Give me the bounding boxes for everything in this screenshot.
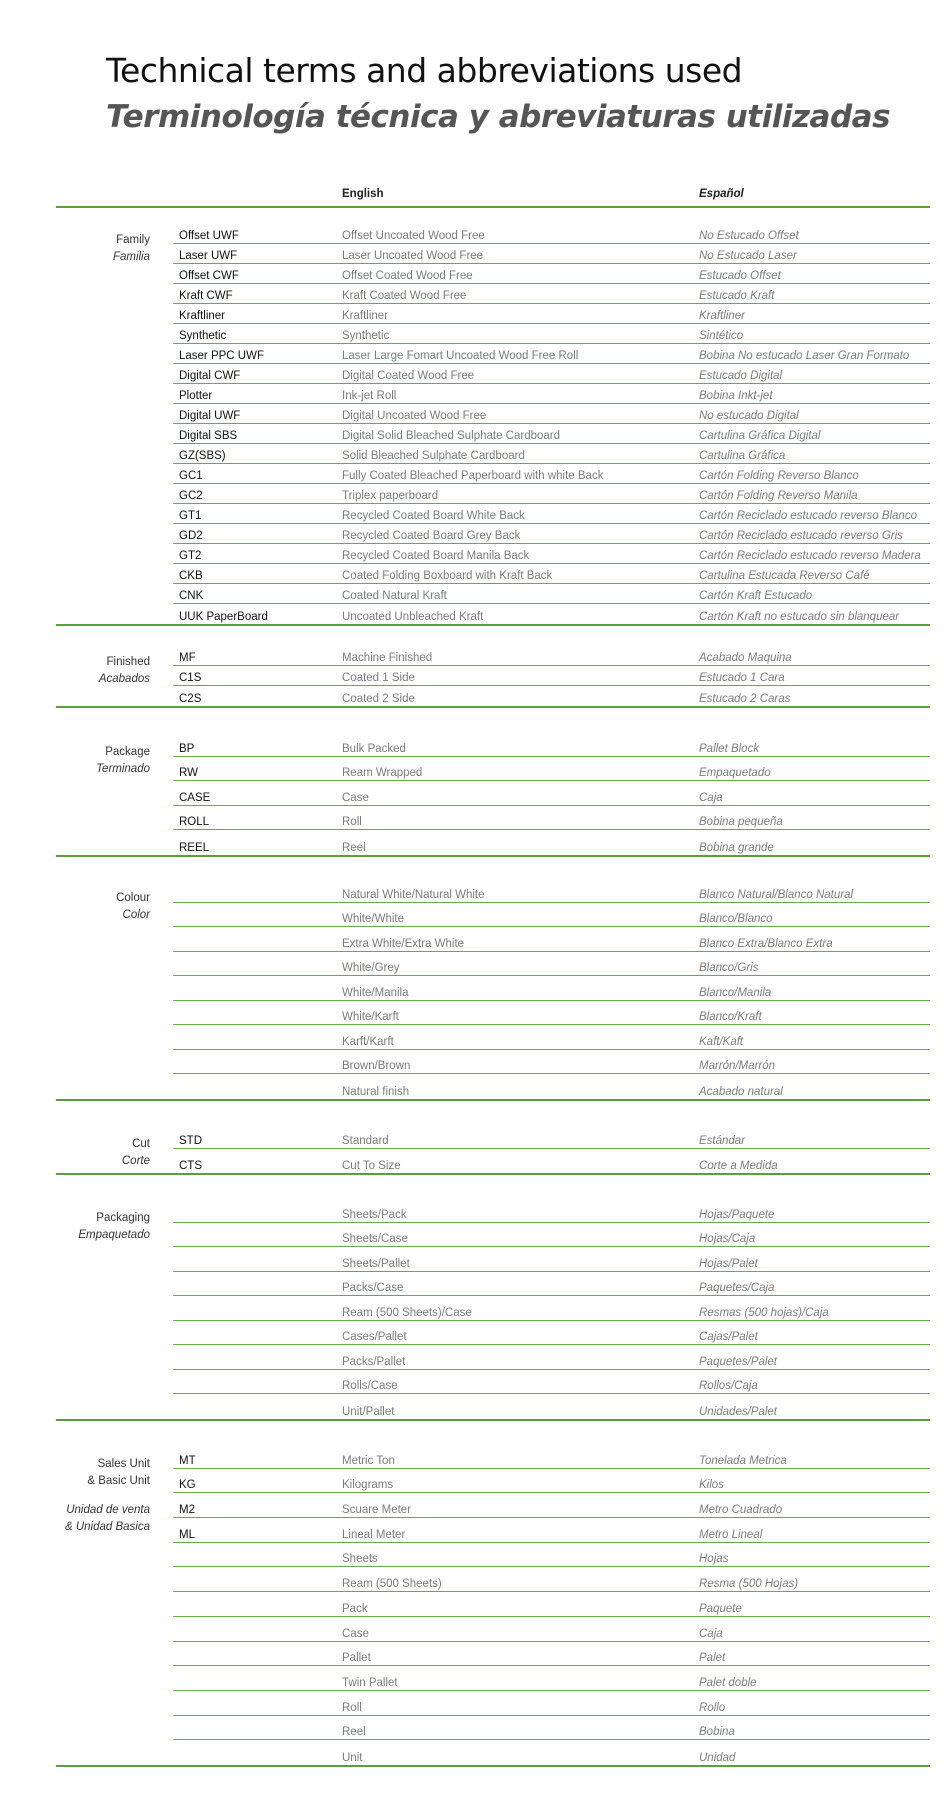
english-cell: Lineal Meter xyxy=(342,1528,406,1541)
table-row xyxy=(173,830,930,855)
english-cell: Coated Folding Boxboard with Kraft Back xyxy=(342,570,553,582)
table-row xyxy=(173,404,930,424)
spanish-cell: Bobina Inkt-jet xyxy=(699,390,773,402)
spanish-cell: Cartulina Gráfica Digital xyxy=(699,430,821,442)
page-title: Technical terms and abbreviations used xyxy=(106,51,743,90)
table-row xyxy=(173,666,930,686)
spanish-cell: Empaquetado xyxy=(699,767,771,779)
section-label-spanish-line2: & Unidad Basica xyxy=(64,1521,150,1533)
section-label-english: Family xyxy=(116,234,150,246)
table-row xyxy=(173,1543,930,1568)
table-row xyxy=(173,686,930,706)
spanish-cell: Bobina grande xyxy=(699,841,774,854)
spanish-cell: Estucado Offset xyxy=(699,270,781,282)
section-rows xyxy=(173,878,930,1099)
abbreviation-cell: STD xyxy=(179,1134,202,1147)
table-row xyxy=(173,504,930,524)
spanish-cell: Blanco Natural/Blanco Natural xyxy=(699,888,854,901)
spanish-cell: Bobina No estucado Laser Gran Formato xyxy=(699,350,910,362)
english-cell: Scuare Meter xyxy=(342,1504,412,1517)
english-cell: Offset Coated Wood Free xyxy=(342,270,473,282)
english-cell: Case xyxy=(342,1627,369,1640)
abbreviation-cell: MT xyxy=(179,1454,196,1467)
section-label xyxy=(99,654,150,688)
english-cell: White/Grey xyxy=(342,962,400,974)
spanish-cell: Estucado Kraft xyxy=(699,290,775,302)
english-cell: Laser Large Fomart Uncoated Wood Free Roll xyxy=(342,350,579,362)
table-row xyxy=(173,646,930,666)
spanish-cell: Metro Cuadrado xyxy=(699,1504,783,1517)
english-cell: Unit xyxy=(342,1751,363,1764)
section-label-english: Cut xyxy=(132,1138,150,1150)
abbreviation-cell: Kraftliner xyxy=(179,310,226,322)
abbreviation-cell: CTS xyxy=(179,1160,202,1172)
header-divider xyxy=(56,206,930,208)
english-cell: Unit/Pallet xyxy=(342,1405,395,1418)
spanish-cell: Cartón Reciclado estucado reverso Gris xyxy=(699,530,903,542)
english-cell: Cut To Size xyxy=(342,1160,401,1172)
english-cell: Kilograms xyxy=(342,1479,394,1492)
english-cell: Recycled Coated Board Manila Back xyxy=(342,550,530,562)
abbreviation-cell: GT2 xyxy=(179,550,202,562)
table-row xyxy=(173,1272,930,1297)
section-label-spanish: Familia xyxy=(112,251,150,263)
abbreviation-cell: CASE xyxy=(179,791,211,804)
abbreviation-cell: GT1 xyxy=(179,510,202,522)
abbreviation-cell: RW xyxy=(179,767,198,779)
table-row xyxy=(173,732,930,757)
table-row xyxy=(173,1493,930,1518)
table-row xyxy=(173,324,930,344)
table-row xyxy=(173,264,930,284)
table-row xyxy=(173,1345,930,1370)
table-row xyxy=(173,1074,930,1099)
english-cell: Machine Finished xyxy=(342,652,433,664)
section-label xyxy=(96,744,150,778)
abbreviation-cell: ROLL xyxy=(179,816,210,828)
spanish-cell: Paquetes/Caja xyxy=(699,1282,775,1294)
spanish-cell: Resmas (500 hojas)/Caja xyxy=(699,1306,829,1319)
abbreviation-cell: Laser UWF xyxy=(179,250,238,262)
spanish-cell: Bobina pequeña xyxy=(699,816,783,828)
table-row xyxy=(173,1223,930,1248)
section-label-spanish: Terminado xyxy=(96,763,150,775)
abbreviation-cell: GD2 xyxy=(179,530,203,542)
spanish-cell: Sintético xyxy=(699,330,744,342)
english-cell: Digital Coated Wood Free xyxy=(342,370,475,382)
table-row xyxy=(173,1247,930,1272)
abbreviation-cell: Plotter xyxy=(179,390,213,402)
table-row xyxy=(173,1321,930,1346)
english-cell: Sheets xyxy=(342,1553,378,1566)
spanish-cell: Unidad xyxy=(699,1751,736,1764)
abbreviation-cell: Kraft CWF xyxy=(179,290,233,302)
abbreviation-cell: MF xyxy=(179,652,196,664)
table-row xyxy=(173,1716,930,1741)
spanish-cell: Cajas/Palet xyxy=(699,1331,758,1343)
spanish-cell: Resma (500 Hojas) xyxy=(699,1578,799,1591)
spanish-cell: Marrón/Marrón xyxy=(699,1060,776,1072)
table-row xyxy=(173,757,930,782)
section-label-spanish: Acabados xyxy=(98,673,150,685)
table-row xyxy=(173,464,930,484)
spanish-cell: No Estucado Offset xyxy=(699,230,799,242)
table-row xyxy=(173,384,930,404)
table-row xyxy=(173,244,930,264)
section-rows xyxy=(173,732,930,855)
section-label-english: Colour xyxy=(116,892,150,904)
english-cell: Coated 2 Side xyxy=(342,693,415,705)
english-cell: Natural White/Natural White xyxy=(342,888,485,901)
spanish-cell: Caja xyxy=(699,791,723,804)
spanish-cell: Rollos/Caja xyxy=(699,1380,758,1392)
spanish-cell: Caja xyxy=(699,1627,723,1640)
spanish-cell: Metro Lineal xyxy=(699,1528,763,1541)
section-divider xyxy=(56,706,930,708)
section-label-spanish: Corte xyxy=(121,1155,150,1167)
section-label-english: Packaging xyxy=(96,1212,150,1224)
abbreviation-cell: CKB xyxy=(179,570,203,582)
label-gap xyxy=(65,1490,150,1502)
section-label xyxy=(78,1210,150,1244)
abbreviation-cell: Digital CWF xyxy=(179,370,241,382)
section-divider xyxy=(56,855,930,857)
spanish-cell: Bobina xyxy=(699,1726,735,1739)
abbreviation-cell: UUK PaperBoard xyxy=(179,611,268,623)
section-rows xyxy=(173,646,930,706)
table-row xyxy=(173,1740,930,1765)
column-header-english: English xyxy=(342,188,384,200)
spanish-cell: Kraftliner xyxy=(699,310,746,322)
abbreviation-cell: C2S xyxy=(179,693,202,705)
english-cell: White/Karft xyxy=(342,1011,399,1023)
table-row xyxy=(173,927,930,952)
spanish-cell: Estucado Digital xyxy=(699,370,783,382)
column-header-spanish: Español xyxy=(699,188,744,200)
section-label-english: Finished xyxy=(106,656,150,668)
abbreviation-cell: M2 xyxy=(179,1504,195,1517)
abbreviation-cell: Offset CWF xyxy=(179,270,239,282)
english-cell: Roll xyxy=(342,1701,362,1714)
spanish-cell: Blanco/Manila xyxy=(699,986,772,999)
spanish-cell: Cartulina Estucada Reverso Café xyxy=(699,570,870,582)
english-cell: Packs/Case xyxy=(342,1282,404,1294)
english-cell: Brown/Brown xyxy=(342,1060,411,1072)
spanish-cell: Pallet Block xyxy=(699,742,760,755)
english-cell: Synthetic xyxy=(342,330,390,342)
english-cell: Fully Coated Bleached Paperboard with white Back xyxy=(342,470,604,482)
table-row xyxy=(173,1642,930,1667)
english-cell: Reel xyxy=(342,1726,366,1739)
table-row xyxy=(173,806,930,831)
english-cell: Twin Pallet xyxy=(342,1676,398,1689)
spanish-cell: Palet xyxy=(699,1652,726,1665)
section-divider xyxy=(56,624,930,626)
section-divider xyxy=(56,1419,930,1421)
english-cell: Triplex paperboard xyxy=(342,490,439,502)
spanish-cell: Blanco Extra/Blanco Extra xyxy=(699,937,833,950)
abbreviation-cell: BP xyxy=(179,742,195,755)
spanish-cell: No estucado Digital xyxy=(699,410,799,422)
spanish-cell: Hojas/Caja xyxy=(699,1233,756,1245)
spanish-cell: Cartón Kraft Estucado xyxy=(699,590,813,602)
english-cell: Cases/Pallet xyxy=(342,1331,407,1343)
spanish-cell: Blanco/Kraft xyxy=(699,1011,762,1023)
english-cell: Uncoated Unbleached Kraft xyxy=(342,611,484,623)
english-cell: Sheets/Case xyxy=(342,1233,408,1245)
page-subtitle: Terminología técnica y abreviaturas utilizadas xyxy=(106,99,891,135)
table-row xyxy=(173,424,930,444)
table-row xyxy=(173,1666,930,1691)
english-cell: Pack xyxy=(342,1602,368,1615)
spanish-cell: Cartulina Gráfica xyxy=(699,450,786,462)
english-cell: Digital Uncoated Wood Free xyxy=(342,410,487,422)
abbreviation-cell: Digital SBS xyxy=(179,430,238,442)
english-cell: Natural finish xyxy=(342,1085,410,1098)
table-row xyxy=(173,344,930,364)
table-row xyxy=(173,1149,930,1174)
section-label-english-line2: & Basic Unit xyxy=(87,1475,150,1487)
english-cell: Pallet xyxy=(342,1652,371,1665)
english-cell: Coated 1 Side xyxy=(342,672,415,684)
section-rows xyxy=(173,1124,930,1173)
table-row xyxy=(173,564,930,584)
section-label-english: Sales Unit xyxy=(97,1458,150,1470)
english-cell: Case xyxy=(342,791,369,804)
table-row xyxy=(173,903,930,928)
english-cell: Packs/Pallet xyxy=(342,1355,406,1368)
section-rows xyxy=(173,1444,930,1765)
section-label xyxy=(122,1136,150,1170)
spanish-cell: Paquete xyxy=(699,1602,742,1615)
section-label-spanish: Unidad de venta xyxy=(66,1504,150,1516)
spanish-cell: Corte a Medida xyxy=(699,1160,778,1172)
english-cell: Bulk Packed xyxy=(342,742,406,755)
section-label-english: Package xyxy=(105,746,150,758)
spanish-cell: Cartón Folding Reverso Manila xyxy=(699,490,858,502)
english-cell: Solid Bleached Sulphate Cardboard xyxy=(342,450,525,462)
english-cell: Coated Natural Kraft xyxy=(342,590,447,602)
spanish-cell: Unidades/Palet xyxy=(699,1405,777,1418)
spanish-cell: Hojas/Palet xyxy=(699,1257,758,1270)
table-row xyxy=(173,1050,930,1075)
table-row xyxy=(173,1567,930,1592)
table-row xyxy=(173,1394,930,1419)
table-row xyxy=(173,1370,930,1395)
spanish-cell: Acabado Maquina xyxy=(699,652,792,664)
english-cell: Roll xyxy=(342,816,362,828)
abbreviation-cell: C1S xyxy=(179,672,202,684)
abbreviation-cell: Digital UWF xyxy=(179,410,241,422)
english-cell: Ream (500 Sheets)/Case xyxy=(342,1306,472,1319)
spanish-cell: Palet doble xyxy=(699,1676,757,1689)
section-label xyxy=(65,1456,150,1536)
spanish-cell: Cartón Reciclado estucado reverso Madera xyxy=(699,550,921,562)
english-cell: Ream Wrapped xyxy=(342,767,423,779)
table-row xyxy=(173,1198,930,1223)
table-row xyxy=(173,444,930,464)
section-divider xyxy=(56,1173,930,1175)
table-row xyxy=(173,544,930,564)
table-row xyxy=(173,604,930,624)
table-row xyxy=(173,304,930,324)
spanish-cell: Kaft/Kaft xyxy=(699,1035,744,1048)
abbreviation-cell: REEL xyxy=(179,841,210,854)
spanish-cell: Hojas xyxy=(699,1553,729,1566)
table-row xyxy=(173,1001,930,1026)
table-row xyxy=(173,364,930,384)
section-rows xyxy=(173,1198,930,1419)
table-row xyxy=(173,952,930,977)
english-cell: Digital Solid Bleached Sulphate Cardboard xyxy=(342,430,561,442)
english-cell: Kraft Coated Wood Free xyxy=(342,290,467,302)
section-divider xyxy=(56,1765,930,1767)
english-cell: Sheets/Pallet xyxy=(342,1257,410,1270)
section-divider xyxy=(56,1099,930,1101)
english-cell: Sheets/Pack xyxy=(342,1208,407,1221)
table-row xyxy=(173,1124,930,1149)
spanish-cell: Blanco/Gris xyxy=(699,962,759,974)
english-cell: Karft/Karft xyxy=(342,1035,394,1048)
spanish-cell: Estucado 1 Cara xyxy=(699,672,785,684)
section-label xyxy=(113,232,150,266)
table-row xyxy=(173,1444,930,1469)
abbreviation-cell: CNK xyxy=(179,590,204,602)
spanish-cell: Estándar xyxy=(699,1134,746,1147)
english-cell: Laser Uncoated Wood Free xyxy=(342,250,484,262)
table-row xyxy=(173,781,930,806)
section-rows xyxy=(173,224,930,624)
spanish-cell: Paquetes/Palet xyxy=(699,1355,778,1368)
english-cell: Reel xyxy=(342,841,366,854)
english-cell: Offset Uncoated Wood Free xyxy=(342,230,485,242)
english-cell: Extra White/Extra White xyxy=(342,937,465,950)
section-label-spanish: Empaquetado xyxy=(78,1229,150,1241)
abbreviation-cell: GC1 xyxy=(179,470,203,482)
spanish-cell: Rollo xyxy=(699,1701,726,1714)
abbreviation-cell: Synthetic xyxy=(179,330,227,342)
spanish-cell: Kilos xyxy=(699,1479,724,1492)
abbreviation-cell: Laser PPC UWF xyxy=(179,350,264,362)
abbreviation-cell: GC2 xyxy=(179,490,203,502)
english-cell: Standard xyxy=(342,1134,389,1147)
table-row xyxy=(173,1592,930,1617)
table-row xyxy=(173,976,930,1001)
spanish-cell: No Estucado Laser xyxy=(699,250,797,262)
table-row xyxy=(173,1025,930,1050)
english-cell: Ream (500 Sheets) xyxy=(342,1578,442,1591)
table-row xyxy=(173,1296,930,1321)
table-row xyxy=(173,284,930,304)
spanish-cell: Cartón Kraft no estucado sin blanquear xyxy=(699,611,900,623)
abbreviation-cell: KG xyxy=(179,1479,196,1492)
english-cell: Rolls/Case xyxy=(342,1380,398,1392)
spanish-cell: Blanco/Blanco xyxy=(699,913,773,925)
english-cell: Kraftliner xyxy=(342,310,389,322)
english-cell: White/Manila xyxy=(342,986,409,999)
table-row xyxy=(173,1469,930,1494)
section-label xyxy=(116,890,150,924)
section-label-spanish: Color xyxy=(122,909,150,921)
spanish-cell: Cartón Reciclado estucado reverso Blanco xyxy=(699,510,917,522)
abbreviation-cell: Offset UWF xyxy=(179,230,239,242)
spanish-cell: Acabado natural xyxy=(699,1085,783,1098)
abbreviation-cell: ML xyxy=(179,1528,195,1541)
table-row xyxy=(173,584,930,604)
english-cell: White/White xyxy=(342,913,404,925)
abbreviation-cell: GZ(SBS) xyxy=(179,450,226,462)
spanish-cell: Estucado 2 Caras xyxy=(699,693,791,705)
english-cell: Recycled Coated Board Grey Back xyxy=(342,530,521,542)
english-cell: Recycled Coated Board White Back xyxy=(342,510,525,522)
table-row xyxy=(173,878,930,903)
spanish-cell: Tonelada Metrica xyxy=(699,1454,787,1467)
table-row xyxy=(173,1617,930,1642)
table-row xyxy=(173,224,930,244)
table-row xyxy=(173,484,930,504)
table-row xyxy=(173,1691,930,1716)
spanish-cell: Hojas/Paquete xyxy=(699,1208,775,1221)
spanish-cell: Cartón Folding Reverso Blanco xyxy=(699,470,859,482)
english-cell: Metric Ton xyxy=(342,1454,395,1467)
table-row xyxy=(173,1518,930,1543)
table-row xyxy=(173,524,930,544)
english-cell: Ink-jet Roll xyxy=(342,390,397,402)
